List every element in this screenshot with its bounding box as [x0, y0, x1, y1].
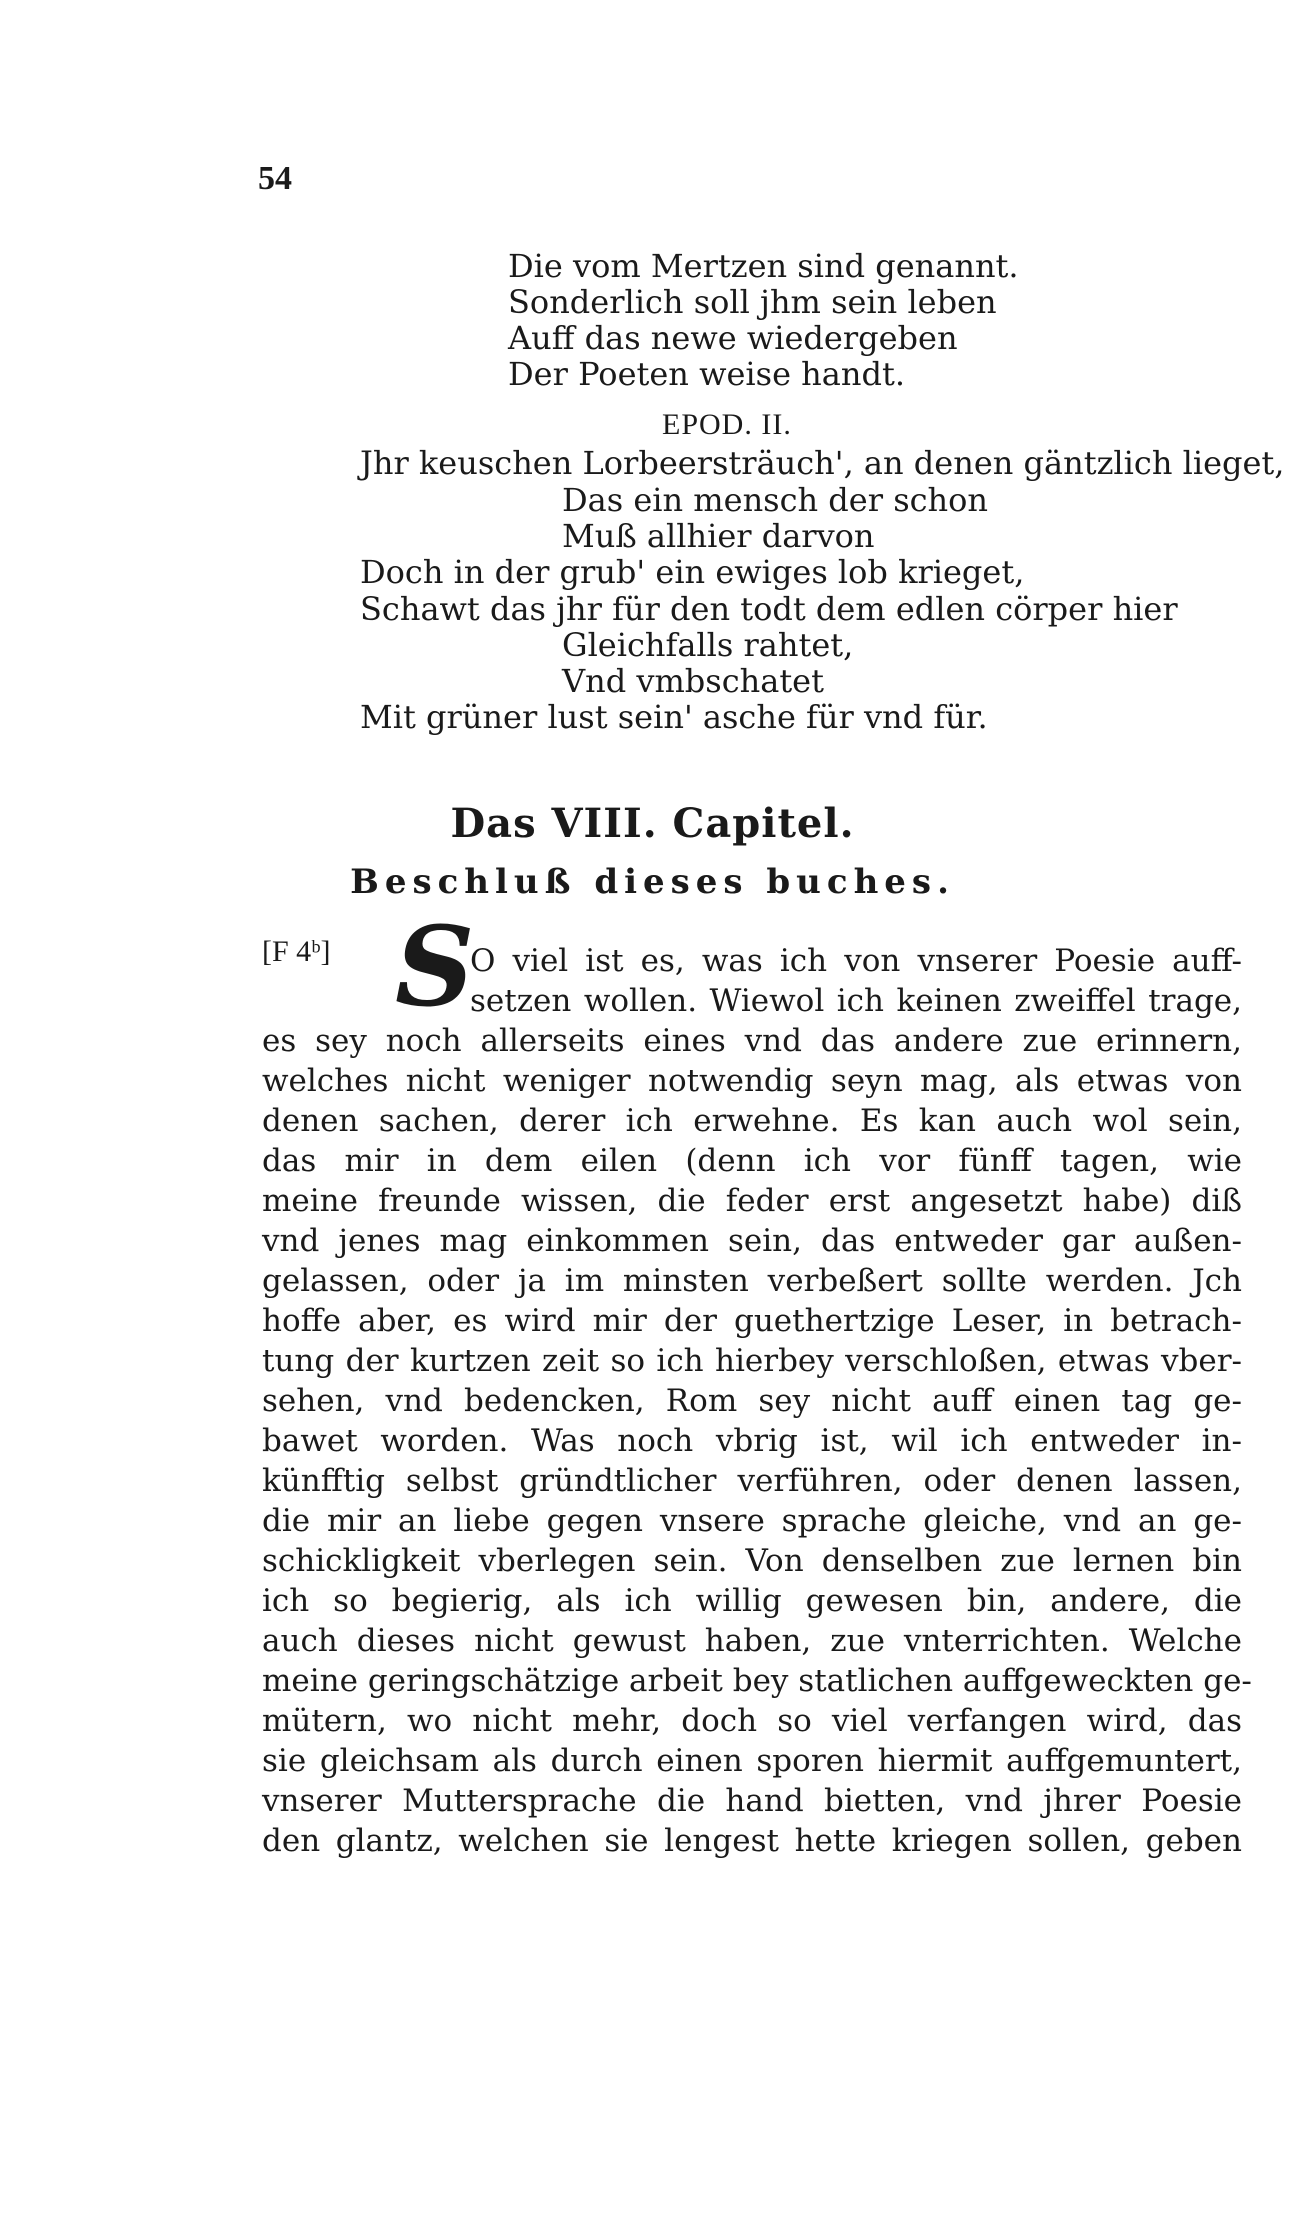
prose-line: schickligkeit vberlegen sein. Von denselben zue lernen bin	[262, 1543, 1242, 1579]
prose-line: mütern, wo nicht mehr, doch so viel verfangen wird, das	[262, 1703, 1242, 1739]
prose-line: setzen wollen. Wiewol ich keinen zweiffel trage,	[470, 983, 1242, 1019]
chapter-subtitle: Beschluß dieses buches.	[350, 862, 955, 902]
poem-line: Der Poeten weise handt.	[508, 355, 905, 393]
poem-line: Vnd vmbschatet	[562, 662, 824, 700]
prose-line: tung der kurtzen zeit so ich hierbey verschloßen, etwas vber-	[262, 1343, 1242, 1379]
drop-cap: S	[395, 902, 475, 1031]
chapter-title: Das VIII. Capitel.	[450, 800, 855, 847]
poem-line: Auff das newe wiedergeben	[508, 319, 958, 357]
poem-line: Doch in der grub' ein ewiges lob krieget,	[360, 553, 1025, 591]
prose-line: denen sachen, derer ich erwehne. Es kan auch wol sein,	[262, 1103, 1242, 1139]
prose-line: gelassen, oder ja im minsten verbeßert sollte werden. Jch	[262, 1263, 1242, 1299]
prose-line: welches nicht weniger notwendig seyn mag, als etwas von	[262, 1063, 1242, 1099]
prose-line: auch dieses nicht gewust haben, zue vnterrichten. Welche	[262, 1623, 1242, 1659]
prose-line: sie gleichsam als durch einen sporen hiermit auffgemuntert,	[262, 1743, 1242, 1779]
poem-line: Die vom Mertzen sind genannt.	[508, 247, 1019, 285]
prose-line: ich so begierig, als ich willig gewesen bin, andere, die	[262, 1583, 1242, 1619]
prose-line: meine freunde wissen, die feder erst angesetzt habe) diß	[262, 1183, 1242, 1219]
poem-line: Das ein mensch der schon	[562, 481, 989, 519]
page-number: 54	[258, 160, 292, 197]
prose-line: die mir an liebe gegen vnsere sprache gleiche, vnd an ge-	[262, 1503, 1242, 1539]
prose-line: den glantz, welchen sie lengest hette kriegen sollen, geben	[262, 1823, 1242, 1859]
prose-line: es sey noch allerseits eines vnd das andere zue erinnern,	[262, 1023, 1242, 1059]
prose-line: das mir in dem eilen (denn ich vor fünff tagen, wie	[262, 1143, 1242, 1179]
prose-line: meine geringschätzige arbeit bey statlichen auffgeweckten ge-	[262, 1663, 1252, 1699]
prose-line: sehen, vnd bedencken, Rom sey nicht auff einen tag ge-	[262, 1383, 1242, 1419]
prose-line: O viel ist es, was ich von vnserer Poesie auff-	[470, 943, 1242, 979]
poem-line: Jhr keuschen Lorbeersträuch', an denen gäntzlich lieget,	[360, 444, 1285, 482]
poem-line: Mit grüner lust sein' asche für vnd für.	[360, 698, 988, 736]
prose-line: künfftig selbst gründtlicher verführen, oder denen lassen,	[262, 1463, 1242, 1499]
prose-line: vnd jenes mag einkommen sein, das entweder gar außen-	[262, 1223, 1242, 1259]
epod-heading: EPOD. II.	[662, 408, 792, 441]
poem-line: Gleichfalls rahtet,	[562, 626, 854, 664]
poem-line: Muß allhier darvon	[562, 517, 875, 555]
prose-line: hoffe aber, es wird mir der guethertzige Leser, in betrach-	[262, 1303, 1242, 1339]
prose-line: vnserer Muttersprache die hand bietten, vnd jhrer Poesie	[262, 1783, 1242, 1819]
signature-mark: [F 4ᵇ]	[262, 935, 331, 968]
prose-line: bawet worden. Was noch vbrig ist, wil ich entweder in-	[262, 1423, 1242, 1459]
poem-line: Schawt das jhr für den todt dem edlen cörper hier	[360, 590, 1178, 628]
poem-line: Sonderlich soll jhm sein leben	[508, 283, 997, 321]
